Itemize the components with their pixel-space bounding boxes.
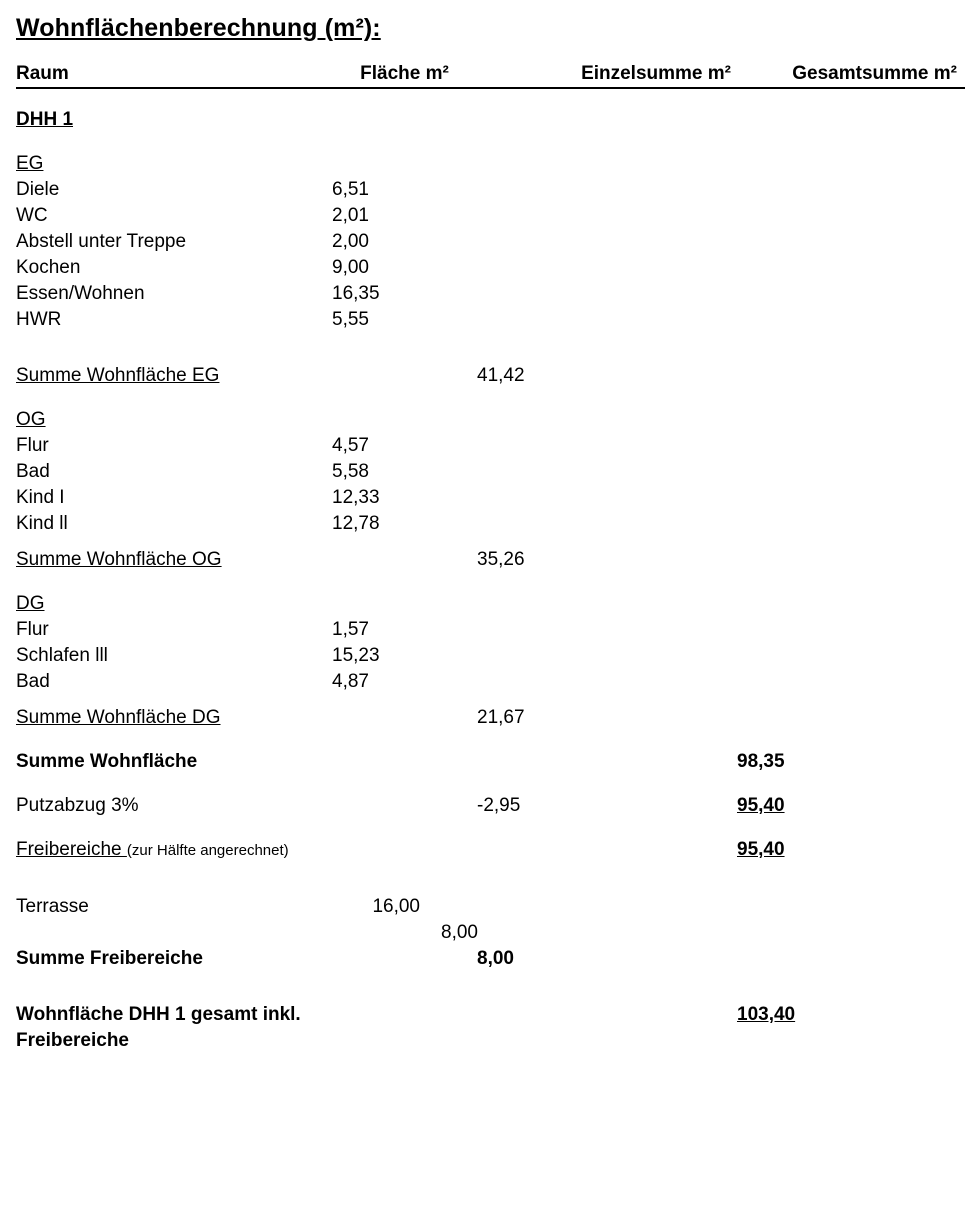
spacer-row (16, 333, 965, 363)
room-area: 5,58 (332, 461, 369, 482)
empty-cell (477, 749, 737, 775)
table-row (16, 177, 965, 203)
room-name: Kind I (16, 487, 65, 508)
empty-cell (737, 617, 965, 643)
empty-cell (477, 1002, 737, 1054)
empty-cell (332, 363, 477, 389)
empty-cell (332, 407, 477, 433)
spacer-row (16, 537, 965, 547)
empty-cell (332, 1002, 477, 1054)
open-areas-subtotal-value: 8,00 (477, 948, 514, 969)
empty-cell (477, 107, 737, 133)
grand-total-row (16, 1002, 965, 1054)
open-areas-heading-row (16, 837, 965, 864)
empty-cell (477, 643, 737, 669)
subtotal-row-eg (16, 363, 965, 389)
empty-cell (737, 203, 965, 229)
room-area: 12,33 (332, 487, 380, 508)
subtotal-label: Summe Wohnfläche DG (16, 707, 221, 728)
open-areas-heading: Freibereiche (zur Hälfte angerechnet) (16, 839, 289, 860)
grand-total-label: Wohnfläche DHH 1 gesamt inkl. Freibereiche (16, 1004, 301, 1051)
room-area: 16,35 (332, 283, 380, 304)
table-row (16, 255, 965, 281)
living-area-table (16, 61, 965, 1054)
open-area-full: 16,00 (372, 896, 420, 917)
subtotal-value: 35,26 (477, 549, 525, 570)
net-living-area-value: 95,40 (737, 795, 785, 816)
subtotal-row-og (16, 547, 965, 573)
empty-cell (332, 107, 477, 133)
room-name: Essen/Wohnen (16, 283, 145, 304)
room-area: 6,51 (332, 179, 369, 200)
subtotal-row-dg (16, 705, 965, 731)
room-area: 4,87 (332, 671, 369, 692)
group-heading-row (16, 151, 965, 177)
room-name: Kochen (16, 257, 81, 278)
empty-cell (477, 229, 737, 255)
unit-heading-row (16, 107, 965, 133)
room-name: Flur (16, 619, 49, 640)
column-header-room: Raum (16, 61, 332, 88)
table-header (16, 61, 965, 88)
empty-cell (737, 705, 965, 731)
empty-cell (737, 177, 965, 203)
room-name: Diele (16, 179, 60, 200)
room-name: Bad (16, 671, 50, 692)
empty-cell (737, 511, 965, 537)
empty-cell (737, 946, 965, 972)
spacer-row (16, 775, 965, 793)
room-area: 12,78 (332, 513, 380, 534)
empty-cell (477, 307, 737, 333)
open-areas-note: (zur Hälfte angerechnet) (126, 842, 289, 859)
subtotal-label: Summe Wohnfläche EG (16, 365, 220, 386)
empty-cell (737, 485, 965, 511)
column-header-single-sum: Einzelsumme m² (477, 61, 737, 88)
open-area-name: Terrasse (16, 896, 89, 917)
empty-cell (332, 705, 477, 731)
empty-cell (737, 229, 965, 255)
open-area-values (332, 894, 477, 946)
table-row (16, 485, 965, 511)
empty-cell (737, 407, 965, 433)
empty-cell (332, 837, 477, 864)
room-name: Abstell unter Treppe (16, 231, 187, 252)
room-name: Kind ll (16, 513, 68, 534)
column-header-area: Fläche m² (332, 61, 477, 88)
spacer-row (16, 389, 965, 407)
open-area-row (16, 894, 965, 946)
spacer-row (16, 819, 965, 837)
grand-total-value: 103,40 (737, 1004, 796, 1025)
empty-cell (332, 151, 477, 177)
empty-cell (737, 255, 965, 281)
room-area: 9,00 (332, 257, 369, 278)
empty-cell (477, 837, 737, 864)
plaster-deduction-label: Putzabzug 3% (16, 795, 139, 816)
empty-cell (332, 547, 477, 573)
empty-cell (332, 749, 477, 775)
spacer-row (16, 133, 965, 151)
empty-cell (477, 591, 737, 617)
subtotal-value: 21,67 (477, 707, 525, 728)
empty-cell (737, 433, 965, 459)
room-area: 5,55 (332, 309, 369, 330)
spacer-row (16, 573, 965, 591)
empty-cell (477, 669, 737, 695)
table-row (16, 307, 965, 333)
empty-cell (477, 407, 737, 433)
empty-cell (477, 203, 737, 229)
group-heading-row (16, 591, 965, 617)
empty-cell (477, 281, 737, 307)
empty-cell (477, 459, 737, 485)
table-row (16, 281, 965, 307)
unit-label: DHH 1 (16, 109, 74, 130)
document-page (0, 14, 979, 1214)
group-label-dg: DG (16, 593, 45, 614)
room-name: Schlafen lll (16, 645, 108, 666)
empty-cell (737, 643, 965, 669)
room-area: 2,00 (332, 231, 369, 252)
table-row (16, 669, 965, 695)
room-area: 1,57 (332, 619, 369, 640)
empty-cell (737, 591, 965, 617)
empty-cell (737, 307, 965, 333)
total-living-area-label: Summe Wohnfläche (16, 751, 198, 772)
table-row (16, 229, 965, 255)
subtotal-value: 41,42 (477, 365, 525, 386)
empty-cell (737, 894, 965, 946)
empty-cell (477, 511, 737, 537)
empty-cell (737, 363, 965, 389)
room-name: Bad (16, 461, 50, 482)
plaster-deduction-row (16, 793, 965, 819)
group-label-og: OG (16, 409, 46, 430)
open-area-counted: 8,00 (441, 922, 478, 943)
open-areas-subtotal-label: Summe Freibereiche (16, 948, 203, 969)
empty-cell (477, 617, 737, 643)
column-header-total-sum: Gesamtsumme m² (737, 61, 965, 88)
empty-cell (332, 591, 477, 617)
subtotal-label: Summe Wohnfläche OG (16, 549, 222, 570)
empty-cell (477, 151, 737, 177)
table-row (16, 459, 965, 485)
room-name: Flur (16, 435, 49, 456)
empty-cell (332, 793, 477, 819)
empty-cell (737, 547, 965, 573)
empty-cell (477, 255, 737, 281)
room-area: 2,01 (332, 205, 369, 226)
room-area: 15,23 (332, 645, 380, 666)
table-row (16, 511, 965, 537)
total-living-area-row (16, 749, 965, 775)
empty-cell (737, 459, 965, 485)
spacer-row (16, 864, 965, 894)
group-label-eg: EG (16, 153, 44, 174)
empty-cell (737, 107, 965, 133)
room-name: WC (16, 205, 48, 226)
empty-cell (477, 433, 737, 459)
room-name: HWR (16, 309, 62, 330)
table-row (16, 617, 965, 643)
total-living-area-value: 98,35 (737, 751, 785, 772)
empty-cell (737, 151, 965, 177)
spacer-row (16, 731, 965, 749)
empty-cell (737, 281, 965, 307)
page-title: Wohnflächenberechnung (m²): (16, 14, 381, 42)
table-row (16, 203, 965, 229)
table-row (16, 643, 965, 669)
table-row (16, 433, 965, 459)
empty-cell (332, 946, 477, 972)
empty-cell (477, 177, 737, 203)
open-areas-subtotal-row (16, 946, 965, 972)
group-heading-row (16, 407, 965, 433)
room-area: 4,57 (332, 435, 369, 456)
empty-cell (737, 669, 965, 695)
spacer-row (16, 88, 965, 107)
empty-cell (477, 485, 737, 511)
spacer-row (16, 972, 965, 1002)
table-header-row (16, 61, 965, 88)
empty-cell (477, 894, 737, 946)
open-areas-carry-value: 95,40 (737, 839, 785, 860)
plaster-deduction-value: -2,95 (477, 795, 521, 816)
spacer-row (16, 695, 965, 705)
